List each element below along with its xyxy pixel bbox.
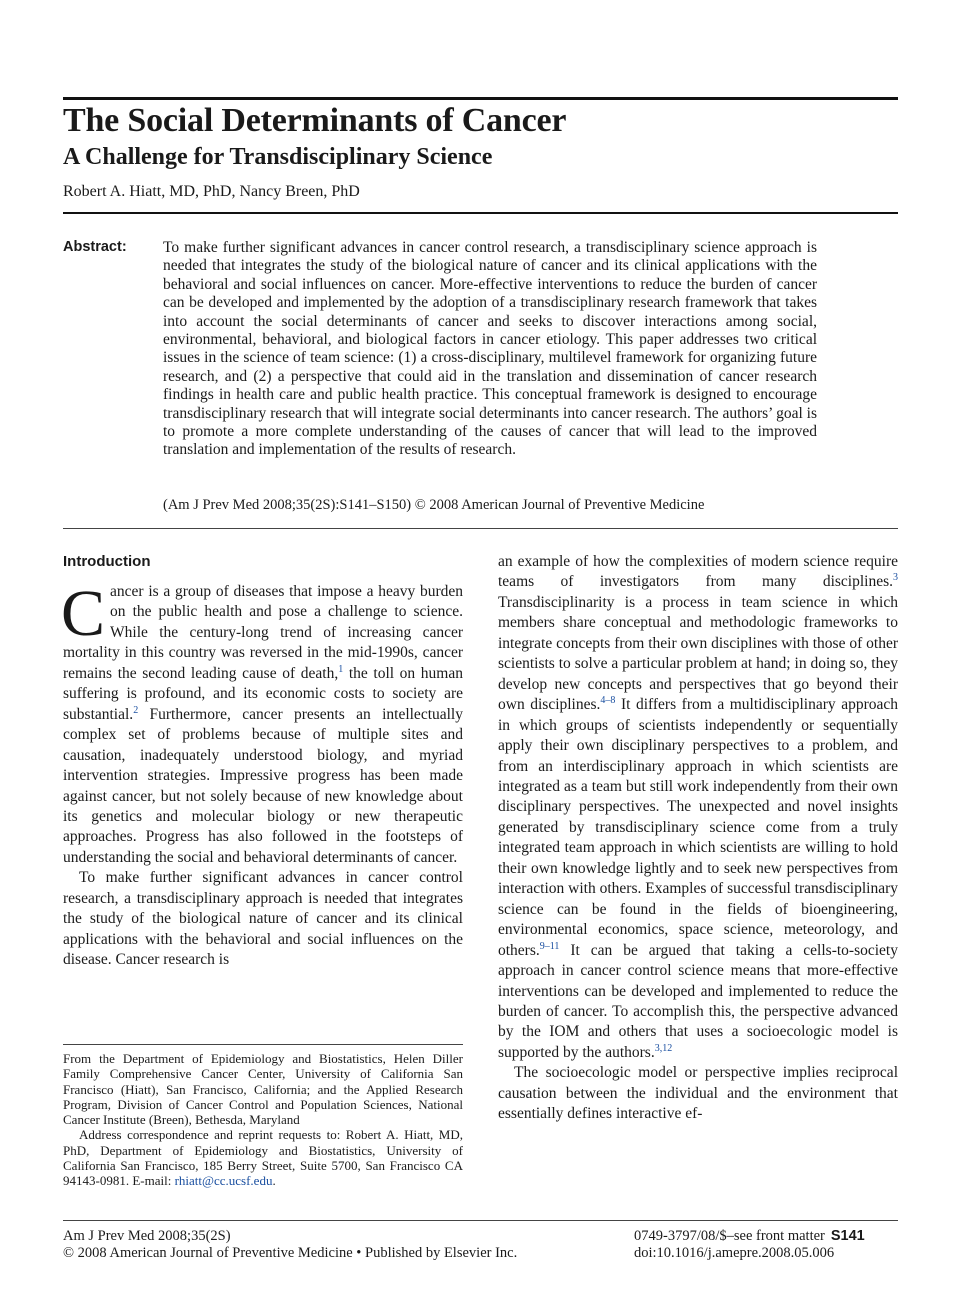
- abstract-citation: (Am J Prev Med 2008;35(2S):S141–S150) © 2008 American Journal of Preventive Medicine: [163, 497, 705, 513]
- reference-link[interactable]: 1: [338, 663, 344, 675]
- page-number: S141: [830, 1228, 865, 1244]
- reference-link[interactable]: 2: [133, 704, 139, 716]
- article-title: The Social Determinants of Cancer: [63, 102, 567, 139]
- intro-paragraph-3: an example of how the complexities of modern science require teams of investigators from many disciplines.$^3$ Transdisciplinarity is a process in team science in which members share conceptual and methodologic frameworks to integrate concepts from their own disciplines with those of other scientists to solve a particular problem at hand; in doing so, they develop new concepts and perspectives that go beyond their own disciplines.$^{4-8}$ It differs from a multidisciplinary approach in which groups of scientists independently or sequentially apply their own disciplinary perspectives to a problem, and from an interdisciplinary approach in which scientists are integrated as a team but still work independently from their own disciplinary perspectives. The unexpected and novel insights generated by transdisciplinary science come from a truly integrated team approach in which scientists are willing to hold their own knowledge lightly and to seek new perspectives from interaction with others. Examples of successful transdisciplinary science can be found in the fields of bioengineering, environmental economics, space science, meteorology, and others.$^{9-11}$ It can be argued that taking a cells-to-society approach in cancer control science means that more-effective interventions can be developed and implemented to reduce the burden of cancer. To accomplish this, the perspective advanced by the IOM and others that uses a socioecologic model is supported by the authors.$^{3,12}$: [498, 553, 898, 1061]
- affiliation-text: From the Department of Epidemiology and Biostatistics, Helen Diller Family Comprehensive Cancer Center, University of California San Francisco (Hiatt), San Francisco, California; and the Applied Research Program, Division of Cancer Control and Population Sciences, National Cancer Institute (Breen), Bethesda, Maryland: [63, 1051, 463, 1128]
- bullet: •: [356, 1245, 362, 1261]
- top-rule: [63, 97, 898, 100]
- abstract-label: Abstract:: [63, 239, 127, 255]
- affiliation-footnote: [63, 1051, 463, 1189]
- address-text: Address correspondence and reprint requests to: Robert A. Hiatt, MD, PhD, Department of Epidemiology and Biostatistics, University of California San Francisco, 185 Berry Street, Suite 5700, San Francisco CA 94143-0981. E-mail: rhiatt@cc.ucsf.edu.: [63, 1127, 463, 1189]
- drop-cap: C: [61, 577, 106, 650]
- article-subtitle: A Challenge for Transdisciplinary Science: [63, 144, 493, 170]
- article-authors: Robert A. Hiatt, MD, PhD, Nancy Breen, PhD: [63, 183, 360, 200]
- reference-link[interactable]: 3: [893, 572, 898, 584]
- section-heading-introduction: Introduction: [63, 553, 151, 570]
- footer-issn-line: 0749-3797/08/$–see front matter S141: [634, 1228, 865, 1244]
- intro-paragraph-2: To make further significant advances in cancer control research, a transdisciplinary approach is needed that integrates the study of the biological nature of cancer and its clinical applications with the behavioral and social influences on the disease. Cancer research is: [63, 869, 463, 969]
- abstract-text: To make further significant advances in cancer control research, a transdisciplinary science approach is needed that integrates the study of the biological nature of cancer and its clinical applications with the behavioral and social influences on cancer. More-effective interventions to reduce the burden of cancer can be developed and implemented by the adoption of a transdisciplinary research framework that takes into account the social determinants of cancer and seeks to discover interactions among social, environmental, behavioral, and biological factors in cancer etiology. This paper addresses two critical issues in the science of team science: (1) a cross-disciplinary, multilevel framework for organizing future research, and (2) a perspective that could aid in the translation and dissemination of cancer research findings in health care and public health practice. This conceptual framework is designed to encourage transdisciplinary research that will integrate social determinants into cancer research. The authors’ goal is to promote a more complete understanding of the causes of cancer that will lead to the improved translation and implementation of the results of research.: [163, 239, 817, 459]
- left-column: [63, 552, 463, 971]
- footer-left: [63, 1228, 517, 1262]
- footer-rule: [63, 1220, 898, 1221]
- intro-paragraph-4: The socioecologic model or perspective implies reciprocal causation between the individual and the environment that essentially defines interactive ef-: [498, 1064, 898, 1123]
- footer-copyright-line: © 2008 American Journal of Preventive Medicine • Published by Elsevier Inc.: [63, 1245, 518, 1261]
- footer-journal: Am J Prev Med 2008;35(2S): [63, 1228, 231, 1244]
- abstract-rule: [63, 528, 898, 529]
- header-rule: [63, 212, 898, 214]
- footer-doi: doi:10.1016/j.amepre.2008.05.006: [634, 1245, 835, 1261]
- reference-link[interactable]: 3,12: [654, 1042, 673, 1054]
- right-column: [498, 552, 898, 1125]
- footer-right: [634, 1228, 865, 1262]
- footnote-rule: [63, 1044, 463, 1045]
- intro-paragraph-1: Cancer is a group of diseases that impose a heavy burden on the public health and pose a challenge to science. While the century-long trend of increasing cancer mortality in this country was reversed in the mid-1990s, cancer remains the second leading cause of death,$^1$ the toll on human suffering is profound, and its economic costs to society are substantial.$^2$ Furthermore, cancer presents an intellectually complex set of problems because of multiple sites and causation, inadequately understood biology, and myriad intervention strategies. Impressive progress has been made against cancer, but not solely because of new knowledge about its genetics and molecular biology or new therapeutic approaches. Progress has also followed in the footsteps of understanding the social and behavioral determinants of cancer.: [61, 577, 463, 866]
- reference-link[interactable]: 9–11: [539, 940, 560, 952]
- reference-link[interactable]: 4–8: [600, 695, 616, 707]
- email-link[interactable]: rhiatt@cc.ucsf.edu: [174, 1173, 273, 1189]
